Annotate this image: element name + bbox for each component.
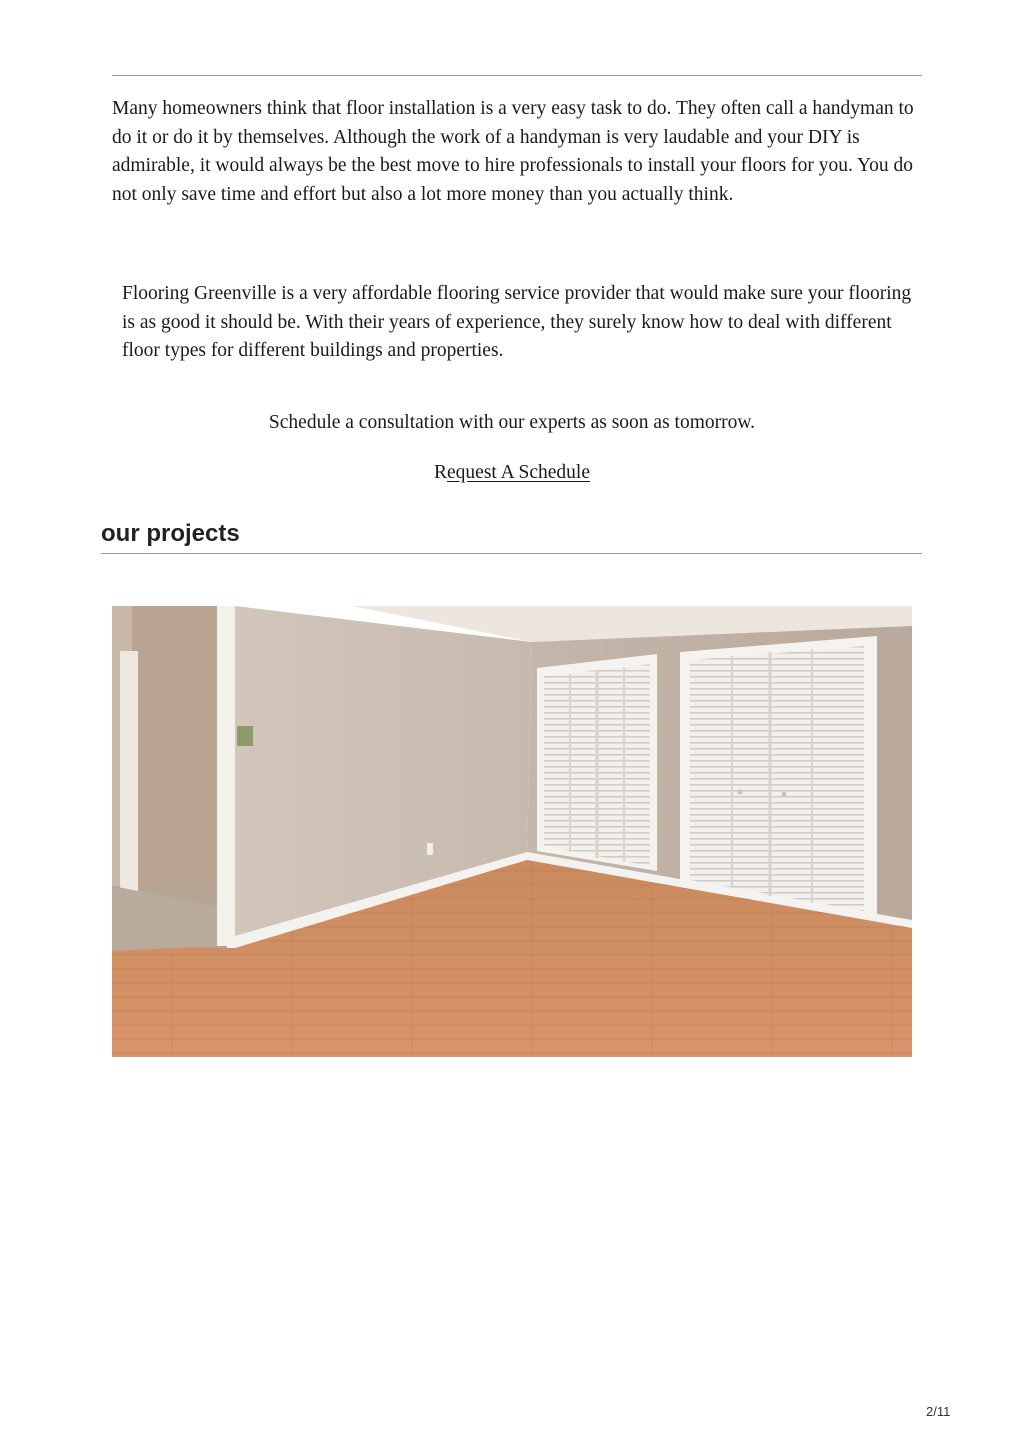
- request-schedule-link[interactable]: equest A Schedule: [447, 462, 590, 483]
- cta-text: Schedule a consultation with our experts as soon as tomorrow.: [268, 412, 756, 433]
- company-paragraph: Flooring Greenville is a very affordable flooring service provider that would make sure your flooring is as good it should be. With their years of experience, they surely know how to deal with different floor types for different buildings and properties.: [122, 283, 912, 362]
- project-photo: [112, 606, 912, 1057]
- cta-link-first-letter[interactable]: R: [434, 462, 448, 483]
- page-number: 2/11: [926, 1404, 951, 1419]
- intro-paragraph: Many homeowners think that floor installation is a very easy task to do. They often call a handyman to do it or do it by themselves. Although the work of a handyman is very laudable and your DIY is admirable, it would always be the best move to hire professionals to install your floors for you. You do not only save time and effort but also a lot more money than you actually think.: [112, 98, 914, 205]
- top-divider: [112, 75, 922, 76]
- section-divider: [101, 553, 922, 554]
- cta-link-wrapper: [112, 459, 912, 487]
- section-heading: our projects: [101, 520, 240, 547]
